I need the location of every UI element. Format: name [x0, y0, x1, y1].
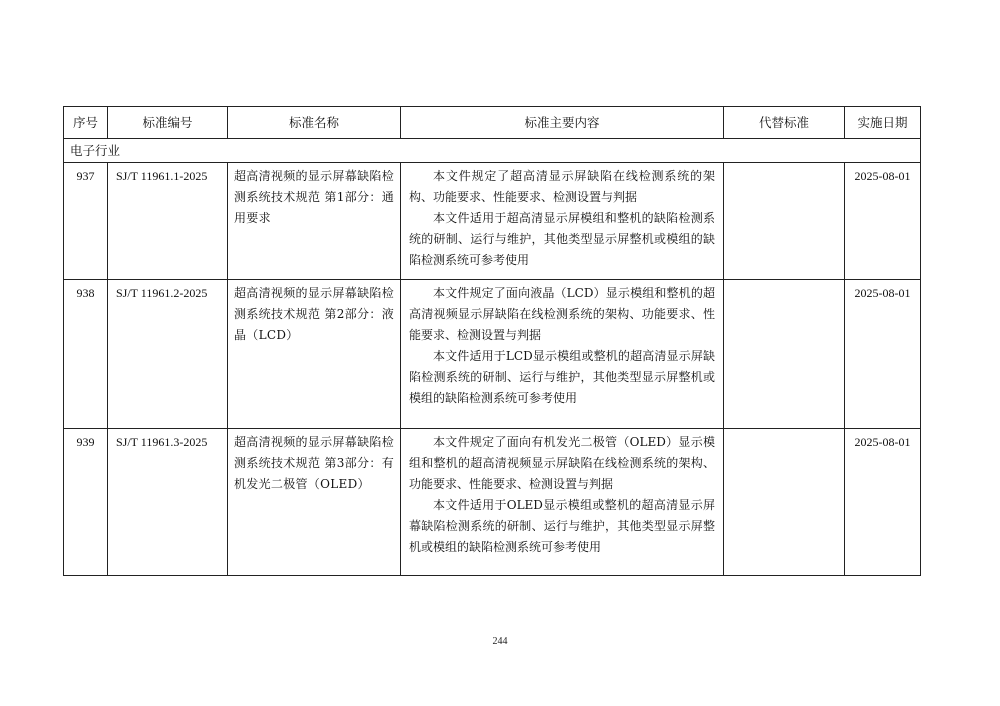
- page-number: 244: [492, 636, 508, 647]
- content-paragraph: 本文件规定了面向液晶（LCD）显示模组和整机的超高清视频显示屏缺陷在线检测系统的架构、功能要求、性能要求、检测设置与判据: [409, 286, 715, 342]
- content-paragraph: 本文件规定了面向有机发光二极管（OLED）显示模组和整机的超高清视频显示屏缺陷在线检测系统的架构、功能要求、性能要求、检测设置与判据: [409, 435, 715, 491]
- cell-code: SJ/T 11961.1-2025: [108, 163, 228, 280]
- content-paragraph: 本文件适用于LCD显示模组或整机的超高清显示屏缺陷检测系统的研制、运行与维护，其他类型显示屏整机或模组的缺陷检测系统可参考使用: [409, 349, 715, 405]
- header-seq: 序号: [64, 107, 108, 139]
- cell-name: 超高清视频的显示屏幕缺陷检测系统技术规范 第1部分：通用要求: [228, 163, 401, 280]
- standards-table: [63, 106, 921, 576]
- header-name: 标准名称: [228, 107, 401, 139]
- cell-name: 超高清视频的显示屏幕缺陷检测系统技术规范 第3部分：有机发光二极管（OLED）: [228, 429, 401, 576]
- header-code: 标准编号: [108, 107, 228, 139]
- cell-content: [401, 429, 724, 576]
- cell-replaces: [724, 280, 845, 429]
- cell-replaces: [724, 163, 845, 280]
- cell-date: 2025-08-01: [845, 163, 921, 280]
- table-row: [64, 163, 921, 280]
- cell-seq: 937: [64, 163, 108, 280]
- header-date: 实施日期: [845, 107, 921, 139]
- table-header-row: [64, 107, 921, 139]
- cell-name: 超高清视频的显示屏幕缺陷检测系统技术规范 第2部分：液晶（LCD）: [228, 280, 401, 429]
- cell-code: SJ/T 11961.3-2025: [108, 429, 228, 576]
- cell-content: [401, 280, 724, 429]
- cell-seq: 939: [64, 429, 108, 576]
- cell-seq: 938: [64, 280, 108, 429]
- table-row: [64, 429, 921, 576]
- content-paragraph: 本文件适用于超高清显示屏模组和整机的缺陷检测系统的研制、运行与维护，其他类型显示屏整机或模组的缺陷检测系统可参考使用: [409, 211, 715, 267]
- header-content: 标准主要内容: [401, 107, 724, 139]
- cell-code: SJ/T 11961.2-2025: [108, 280, 228, 429]
- table-row: [64, 280, 921, 429]
- content-paragraph: 本文件适用于OLED显示模组或整机的超高清显示屏幕缺陷检测系统的研制、运行与维护，其他类型显示屏整机或模组的缺陷检测系统可参考使用: [409, 498, 715, 554]
- header-replaces: 代替标准: [724, 107, 845, 139]
- section-title: 电子行业: [64, 139, 921, 163]
- cell-date: 2025-08-01: [845, 280, 921, 429]
- cell-replaces: [724, 429, 845, 576]
- cell-date: 2025-08-01: [845, 429, 921, 576]
- cell-content: [401, 163, 724, 280]
- section-row: [64, 139, 921, 163]
- content-paragraph: 本文件规定了超高清显示屏缺陷在线检测系统的架构、功能要求、性能要求、检测设置与判据: [409, 169, 715, 204]
